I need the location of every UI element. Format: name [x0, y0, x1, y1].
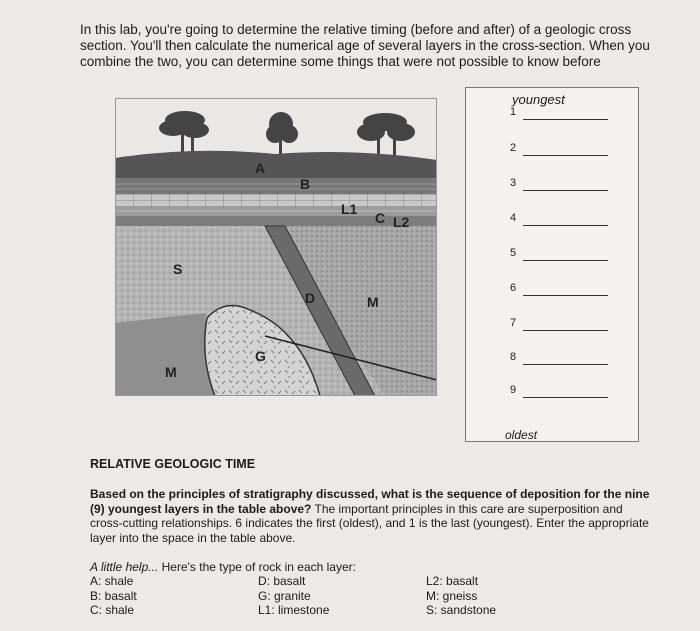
- answer-row[interactable]: [508, 106, 608, 122]
- answer-row[interactable]: [508, 384, 608, 400]
- key-item: G: granite: [258, 588, 311, 603]
- answer-row[interactable]: [508, 351, 608, 367]
- answer-blank[interactable]: [523, 155, 608, 156]
- question-bold: Based on the principles of stratigraphy discussed, what is the sequence of deposition for the nine (9) youngest layers in the table above?: [90, 487, 650, 516]
- row-number: 8: [510, 351, 517, 363]
- row-number: 9: [510, 384, 517, 396]
- answer-blank[interactable]: [523, 190, 608, 191]
- answer-blank[interactable]: [523, 295, 608, 296]
- key-item: A: shale: [90, 574, 134, 588]
- answer-blank[interactable]: [523, 119, 608, 120]
- geologic-cross-section: [115, 98, 437, 396]
- answer-blank[interactable]: [523, 364, 608, 365]
- question-text: [90, 487, 650, 545]
- oldest-label: oldest: [505, 428, 538, 442]
- section-title: RELATIVE GEOLOGIC TIME: [90, 457, 256, 471]
- help-heading: [90, 560, 356, 574]
- label-L2: L2: [393, 214, 410, 230]
- answer-row[interactable]: [508, 177, 608, 193]
- answer-row[interactable]: [508, 247, 608, 263]
- youngest-label: youngest: [512, 92, 565, 107]
- answer-row[interactable]: [508, 282, 608, 298]
- label-C: C: [375, 210, 386, 226]
- intro-paragraph: In this lab, you're going to determine the relative timing (before and after) of a geologic cross section. You'll then calculate the numerical age of several layers in the cross-section. When you combine the two, you can determine some things that were not possible to know before: [80, 22, 650, 69]
- label-L1: L1: [341, 201, 358, 217]
- label-D: D: [305, 290, 316, 306]
- key-item: S: sandstone: [426, 603, 497, 617]
- cross-section-svg: [115, 98, 437, 396]
- question-rest: The important principles in this care are superposition and cross-cutting relationships. 6 indicates the first (oldest), and 1 is the last (youngest). Enter the appropriate layer into the space in the table above.: [90, 501, 649, 545]
- row-number: 1: [510, 106, 517, 118]
- row-number: 6: [510, 282, 517, 294]
- answer-blank[interactable]: [523, 225, 608, 226]
- rock-type-key: [90, 574, 530, 618]
- key-item: L2: basalt: [426, 574, 479, 588]
- row-number: 7: [510, 317, 517, 329]
- row-number: 2: [510, 142, 517, 154]
- answer-row[interactable]: [508, 142, 608, 158]
- help-rest: Here's the type of rock in each layer:: [158, 560, 356, 574]
- answer-blank[interactable]: [523, 330, 608, 331]
- key-item: D: basalt: [258, 574, 306, 588]
- label-M-right: M: [367, 294, 379, 310]
- key-item: L1: limestone: [258, 603, 330, 617]
- label-A: A: [255, 160, 266, 176]
- answer-blank[interactable]: [523, 397, 608, 398]
- key-item: M: gneiss: [426, 588, 478, 603]
- row-number: 4: [510, 212, 517, 224]
- help-lead: A little help...: [90, 560, 159, 574]
- row-number: 5: [510, 247, 517, 259]
- label-S: S: [173, 261, 183, 277]
- label-G: G: [255, 348, 266, 364]
- label-B: B: [300, 176, 311, 192]
- answer-row[interactable]: [508, 212, 608, 228]
- row-number: 3: [510, 177, 517, 189]
- answer-row[interactable]: [508, 317, 608, 333]
- key-item: B: basalt: [90, 588, 137, 603]
- answer-blank[interactable]: [523, 260, 608, 261]
- key-item: C: shale: [90, 603, 135, 617]
- label-M-left: M: [165, 364, 177, 380]
